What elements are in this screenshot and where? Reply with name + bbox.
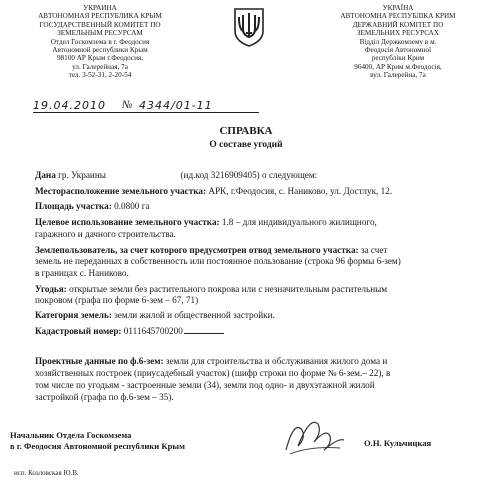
land-user-line-2: земель не переданных в собственность или постоянное пользование (строка 96 формы 6-зем) [35,256,401,267]
header-right-line: ДЕРЖАВНИЙ КОМІТЕТ ПО [352,20,444,29]
location-value: АРК, г.Феодосия, с. Наниково, ул. Достлук, 12. [208,185,393,196]
cadastral-value: 0111645700200 [123,325,183,336]
lands-line [35,284,460,296]
registration-line [33,98,263,116]
following-text: о следующем: [262,170,318,180]
document-body [35,170,460,403]
signatory-position-line-1: Начальник Отдела Госкомзема [10,430,132,440]
project-label: Проектные данные по ф.6-зем: [35,356,164,367]
land-user-value: за счет [360,244,388,255]
land-user-label: Землепользователь, за счет которого предусмотрен отвод земельного участка: [35,244,359,255]
project-line-2: хозяйственных построек (приусадебный участок) (шифр строки по форме № 6-зем.– 22), в [35,368,391,379]
lands-value: открытые земли без растительного покрова или с незначительным растительным [69,283,388,294]
land-user-line-3: в границах с. Наниково. [35,267,129,278]
signatory-position-line-2: в г. Феодосия Автономной республики Крым [10,441,185,451]
header-right-line: Відділ Держкомзему в м. [359,37,437,46]
project-value: земли для строительства и обслуживания жилого дома и [165,356,388,367]
cadastral-fill-underline [184,333,224,334]
signatory-position [10,430,185,452]
lands-label: Угодья: [35,283,67,294]
registration-number: 4344/01-11 [139,99,213,112]
header-left-line: ГОСУДАРСТВЕННЫЙ КОМИТЕТ ПО [39,20,161,29]
header-left-line: Автономной республики Крым [52,46,148,55]
cadastral-line [35,326,460,338]
cadastral-label: Кадастровый номер: [35,325,122,336]
header-right-line: АВТОНОМНА РЕСПУБЛІКА КРИМ [340,12,456,21]
location-line [35,186,460,198]
project-line-4: застройкой (графа по ф.6-зем – 35). [35,391,174,402]
location-label: Месторасположение земельного участка: [35,185,207,196]
project-line [35,356,460,368]
header-left-line: ул. Галерейная, 7а [72,62,128,71]
purpose-line [35,217,460,229]
header-left-line: 98100 АР Крым г.Феодосия, [56,54,144,63]
id-code: (ид.код 3216909405) [180,170,260,180]
header-right-line: УКРАЇНА [382,4,414,12]
header-left-line: тел. 3-52-31, 2-20-54 [68,71,132,80]
header-left-line: АВТОНОМНАЯ РЕСПУБЛИКА КРЫМ [38,12,162,21]
registration-number-sign: № [122,99,133,111]
project-line-3: том числе по угодьям - застроенные земли (34), земли под одно- и двухэтажной жилой [35,379,375,390]
header-right-line: ЗЕМЕЛЬНИХ РЕСУРСАХ [356,29,440,38]
category-line [35,310,460,322]
purpose-value: 1.8 – для индивидуального жилищного, [221,217,377,228]
header-right-line: Феодосія Автономної [364,46,432,55]
purpose-label: Целевое использование земельного участка: [35,217,220,228]
trident-emblem-icon [232,7,266,47]
header-left-line: УКРАИНА [83,4,117,12]
area-line [35,201,460,213]
purpose-line-2: гаражного и дачного строительства. [35,228,176,239]
executor-note: исп. Козловская Ю.В. [14,469,79,477]
header-right-line: республіки Крим [371,54,425,63]
land-user-line [35,245,460,257]
issued-line [35,170,460,182]
document-subtitle: О составе угодий [209,140,283,150]
area-value: 0.0800 га [114,201,150,212]
header-left-line: ЗЕМЕЛЬНЫМ РЕСУРСАМ [57,29,143,38]
header-left-line: Отдел Госкомзема в г. Феодосия [50,37,150,46]
registration-underline [33,112,259,113]
header-right-block [318,4,478,80]
header-right-line: вул. Галерейна, 7а [370,71,426,80]
document-title: СПРАВКА [219,125,273,137]
header-right-line: 96400, АР Крим м.Феодосія, [354,62,442,71]
signatory-name: О.Н. Кульчицкая [364,438,432,448]
lands-line-2: покровом (графа по форме 6-зем – 67, 71) [35,295,199,306]
registration-date: 19.04.2010 [33,99,106,112]
issued-label: Дана [35,170,56,180]
area-label: Площадь участка: [35,201,112,212]
issued-value: гр. Украины [58,170,106,180]
handwritten-signature [280,410,350,460]
category-value: земли жилой и общественной застройки. [114,310,275,321]
category-label: Категория земель: [35,310,112,321]
header-left-block [20,4,180,80]
